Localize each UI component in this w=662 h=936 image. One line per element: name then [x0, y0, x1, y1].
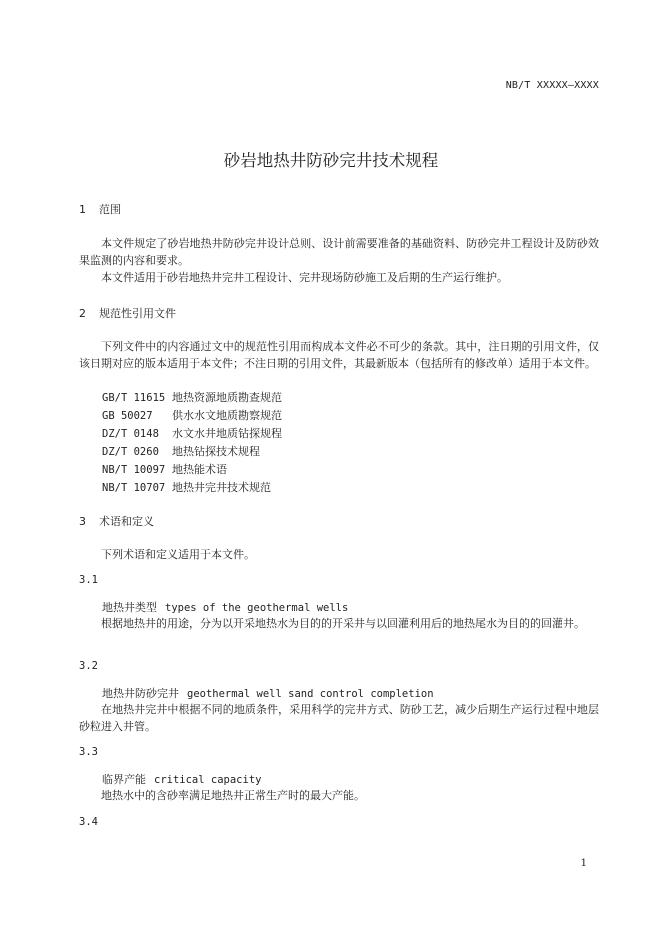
- term-entry: [102, 599, 348, 615]
- term-chinese: 临界产能: [102, 773, 146, 786]
- term-entry: [102, 771, 261, 787]
- standard-code: NB/T XXXXX—XXXX: [505, 80, 599, 91]
- reference-item: [102, 407, 282, 425]
- normative-intro: [79, 338, 599, 372]
- reference-item: [102, 479, 282, 497]
- reference-item: [102, 389, 282, 407]
- reference-code: NB/T 10707: [102, 482, 166, 494]
- terms-intro: [79, 546, 599, 563]
- reference-item: [102, 425, 282, 443]
- section-2-heading: [79, 305, 176, 321]
- clause-number: 3.1: [79, 574, 98, 586]
- term-definition: [79, 701, 599, 735]
- reference-name: 地热井完井技术规范: [172, 481, 271, 494]
- clause-number: 3.3: [79, 746, 98, 758]
- term-english: critical capacity: [154, 774, 262, 786]
- term-english: types of the geothermal wells: [165, 602, 349, 614]
- term-definition-text: 在地热井完井中根据不同的地质条件，采用科学的完井方式、防砂工艺，减少后期生产运行过程中地层砂粒进入井管。: [79, 703, 599, 733]
- term-definition-text: 根据地热井的用途，分为以开采地热水为目的的开采井与以回灌利用后的地热尾水为目的的回灌井。: [101, 617, 585, 630]
- term-chinese: 地热井类型: [102, 601, 157, 614]
- reference-list: [102, 389, 282, 497]
- reference-name: 水文水井地质钻探规程: [172, 427, 282, 440]
- section-number: 1: [79, 203, 86, 216]
- scope-paragraph-1: 本文件规定了砂岩地热井防砂完井设计总则、设计前需要准备的基础资料、防砂完井工程设计及防砂效果监测的内容和要求。: [79, 237, 599, 267]
- reference-name: 地热钻探技术规程: [172, 445, 260, 458]
- section-1-heading: [79, 201, 121, 217]
- clause-number: 3.2: [79, 660, 98, 672]
- section-number: 3: [79, 515, 86, 528]
- term-definition: [79, 615, 599, 632]
- section-3-heading: [79, 513, 154, 529]
- term-entry: [102, 685, 434, 701]
- reference-name: 地热能术语: [172, 463, 227, 476]
- reference-code: GB/T 11615: [102, 392, 166, 404]
- scope-paragraph-2: 本文件适用于砂岩地热井完井工程设计、完井现场防砂施工及后期的生产运行维护。: [101, 271, 508, 284]
- reference-code: DZ/T 0148: [102, 428, 159, 440]
- section-title: 术语和定义: [99, 515, 154, 528]
- reference-name: 地热资源地质勘查规范: [172, 391, 282, 404]
- reference-code: DZ/T 0260: [102, 446, 159, 458]
- page-number: 1: [580, 858, 587, 869]
- clause-number: 3.4: [79, 816, 98, 828]
- reference-item: [102, 443, 282, 461]
- section-number: 2: [79, 307, 86, 320]
- document-title: 砂岩地热井防砂完井技术规程: [223, 151, 439, 170]
- term-definition: [79, 787, 599, 804]
- normative-intro-paragraph: 下列文件中的内容通过文中的规范性引用而构成本文件必不可少的条款。其中，注日期的引用文件，仅该日期对应的版本适用于本文件；不注日期的引用文件，其最新版本（包括所有的修改单）适用于本文件。: [79, 340, 599, 370]
- scope-text: [79, 235, 599, 286]
- term-english: geothermal well sand control completion: [187, 688, 434, 700]
- reference-name: 供水水文地质勘察规范: [172, 409, 282, 422]
- term-chinese: 地热井防砂完井: [102, 687, 179, 700]
- term-definition-text: 地热水中的含砂率满足地热井正常生产时的最大产能。: [101, 789, 365, 802]
- section-title: 范围: [99, 203, 121, 216]
- reference-item: [102, 461, 282, 479]
- section-title: 规范性引用文件: [99, 307, 176, 320]
- terms-intro-paragraph: 下列术语和定义适用于本文件。: [101, 548, 255, 561]
- reference-code: GB 50027: [102, 410, 153, 422]
- reference-code: NB/T 10097: [102, 464, 166, 476]
